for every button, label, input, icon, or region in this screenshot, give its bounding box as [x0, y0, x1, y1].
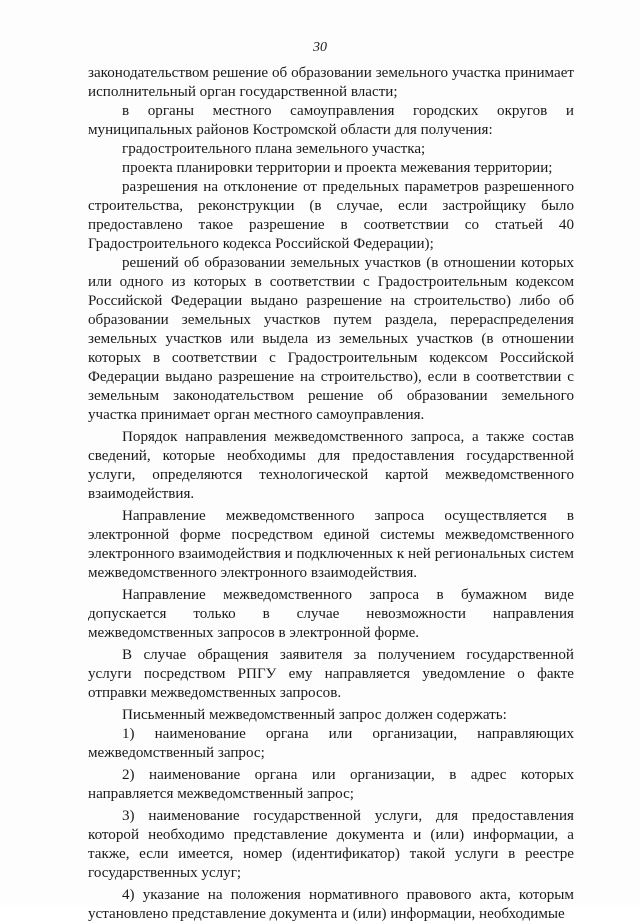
paragraph: 4) указание на положения нормативного правового акта, которым установлено представление документа и (или) информации, необходимые — [88, 887, 574, 922]
paragraph: Письменный межведомственный запрос должен содержать: — [122, 707, 507, 723]
paragraph: Направление межведомственного запроса в бумажном виде допускается только в случае невозможности направления межведомственных запросов в электронной форме. — [88, 587, 574, 641]
paragraph: в органы местного самоуправления городских округов и муниципальных районов Костромской области для получения: — [88, 103, 574, 138]
body-text — [88, 64, 574, 924]
paragraph: градостроительного плана земельного участка; — [122, 141, 426, 157]
paragraph: законодательством решение об образовании земельного участка принимает исполнительный орган государственной власти; — [88, 65, 574, 100]
paragraph: решений об образовании земельных участков (в отношении которых или одного из которых в соответствии с Градостроительным кодексом Российской Федерации выдано разрешение на строительство) либо об образовании земельных участков путем раздела, перераспределения земельных участков или выдела из земельных участков (в отношении которых в соответствии с Градостроительным кодексом Российской Федерации выдано разрешение на строительство), если в соответствии с земельным законодательством решение об образовании земельного участка принимает орган местного самоуправления. — [88, 255, 574, 423]
paragraph: Порядок направления межведомственного запроса, а также состав сведений, которые необходимы для предоставления государственной услуги, определяются технологической картой межведомственного взаимодействия. — [88, 429, 574, 502]
paragraph: В случае обращения заявителя за получением государственной услуги посредством РПГУ ему направляется уведомление о факте отправки межведомственных запросов. — [88, 647, 574, 701]
page-number: 30 — [313, 40, 327, 55]
paragraph: 1) наименование органа или организации, направляющих межведомственный запрос; — [88, 726, 574, 761]
paragraph: проекта планировки территории и проекта межевания территории; — [122, 160, 553, 176]
paragraph: 3) наименование государственной услуги, для предоставления которой необходимо представление документа и (или) информации, а также, если имеется, номер (идентификатор) такой услуги в реестре государственных услуг; — [88, 808, 574, 881]
paragraph: Направление межведомственного запроса осуществляется в электронной форме посредством единой системы межведомственного электронного взаимодействия и подключенных к ней региональных систем межведомственного электронного взаимодействия. — [88, 508, 574, 581]
paragraph: разрешения на отклонение от предельных параметров разрешенного строительства, реконструкции (в случае, если застройщику было предоставлено такое разрешение в соответствии со статьей 40 Градостроительного кодекса Российской Федерации); — [88, 179, 574, 252]
paragraph: 2) наименование органа или организации, в адрес которых направляется межведомственный запрос; — [88, 767, 574, 802]
